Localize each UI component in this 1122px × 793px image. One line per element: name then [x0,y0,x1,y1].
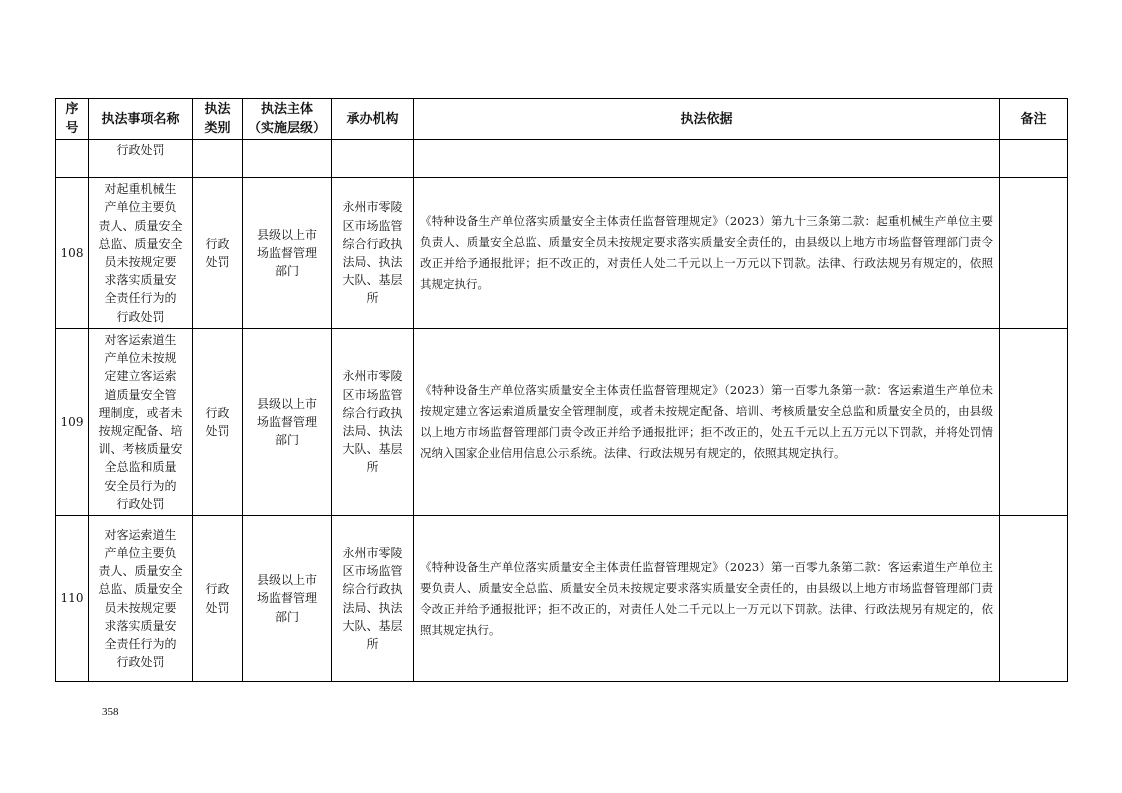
row-basis [414,140,1000,178]
row-category: 行政 处罚 [193,178,243,329]
header-agency: 承办机构 [332,99,414,140]
page-number: 358 [102,706,119,718]
row-basis: 《特种设备生产单位落实质量安全主体责任监督管理规定》（2023）第九十三条第二款：起重机械生产单位主要负责人、质量安全总监、质量安全员未按规定要求落实质量安全责任的，由县级以上地方市场监督管理部门责令改正并给予通报批评；拒不改正的，对责任人处二千元以上一万元以下罚款。法律、行政法规另有规定的，依照其规定执行。 [414,178,1000,329]
row-seq [56,140,89,178]
table-header-row [56,99,1068,140]
row-remarks [1000,140,1068,178]
header-basis: 执法依据 [414,99,1000,140]
row-agency: 永州市零陵 区市场监管 综合行政执 法局、执法 大队、基层 所 [332,329,414,516]
header-category: 执法 类别 [193,99,243,140]
header-subject: 执法主体 （实施层级） [243,99,332,140]
row-category: 行政 处罚 [193,329,243,516]
row-name: 对客运索道生 产单位未按规 定建立客运索 道质量安全管 理制度，或者未 按规定配备、培 训、考核质量安 全总监和质量 安全员行为的 行政处罚 [89,329,193,516]
row-category: 行政 处罚 [193,516,243,682]
row-agency: 永州市零陵 区市场监管 综合行政执 法局、执法 大队、基层 所 [332,516,414,682]
table-row [56,140,1068,178]
enforcement-table [55,98,1068,682]
row-basis: 《特种设备生产单位落实质量安全主体责任监督管理规定》（2023）第一百零九条第一款：客运索道生产单位未按规定建立客运索道质量安全管理制度，或者未按规定配备、培训、考核质量安全总监和质量安全员的，由县级以上地方市场监督管理部门责令改正并给予通报批评；拒不改正的，处五千元以上五万元以下罚款，并将处罚情况纳入国家企业信用信息公示系统。法律、行政法规另有规定的，依照其规定执行。 [414,329,1000,516]
table-row [56,329,1068,516]
table-row [56,178,1068,329]
header-remarks: 备注 [1000,99,1068,140]
row-name: 行政处罚 [89,140,193,178]
row-seq: 110 [56,516,89,682]
row-name: 对起重机械生 产单位主要负 责人、质量安全 总监、质量安全 员未按规定要 求落实质量安 全责任行为的 行政处罚 [89,178,193,329]
row-agency [332,140,414,178]
header-seq: 序 号 [56,99,89,140]
row-remarks [1000,178,1068,329]
row-subject: 县级以上市 场监督管理 部门 [243,329,332,516]
row-subject: 县级以上市 场监督管理 部门 [243,178,332,329]
table-row [56,516,1068,682]
row-seq: 108 [56,178,89,329]
row-name: 对客运索道生 产单位主要负 责人、质量安全 总监、质量安全 员未按规定要 求落实质量安 全责任行为的 行政处罚 [89,516,193,682]
row-seq: 109 [56,329,89,516]
row-subject: 县级以上市 场监督管理 部门 [243,516,332,682]
row-basis: 《特种设备生产单位落实质量安全主体责任监督管理规定》（2023）第一百零九条第二款：客运索道生产单位主要负责人、质量安全总监、质量安全员未按规定要求落实质量安全责任的，由县级以上地方市场监督管理部门责令改正并给予通报批评；拒不改正的，对责任人处二千元以上一万元以下罚款。法律、行政法规另有规定的，依照其规定执行。 [414,516,1000,682]
row-subject [243,140,332,178]
row-agency: 永州市零陵 区市场监管 综合行政执 法局、执法 大队、基层 所 [332,178,414,329]
row-category [193,140,243,178]
header-name: 执法事项名称 [89,99,193,140]
row-remarks [1000,516,1068,682]
row-remarks [1000,329,1068,516]
